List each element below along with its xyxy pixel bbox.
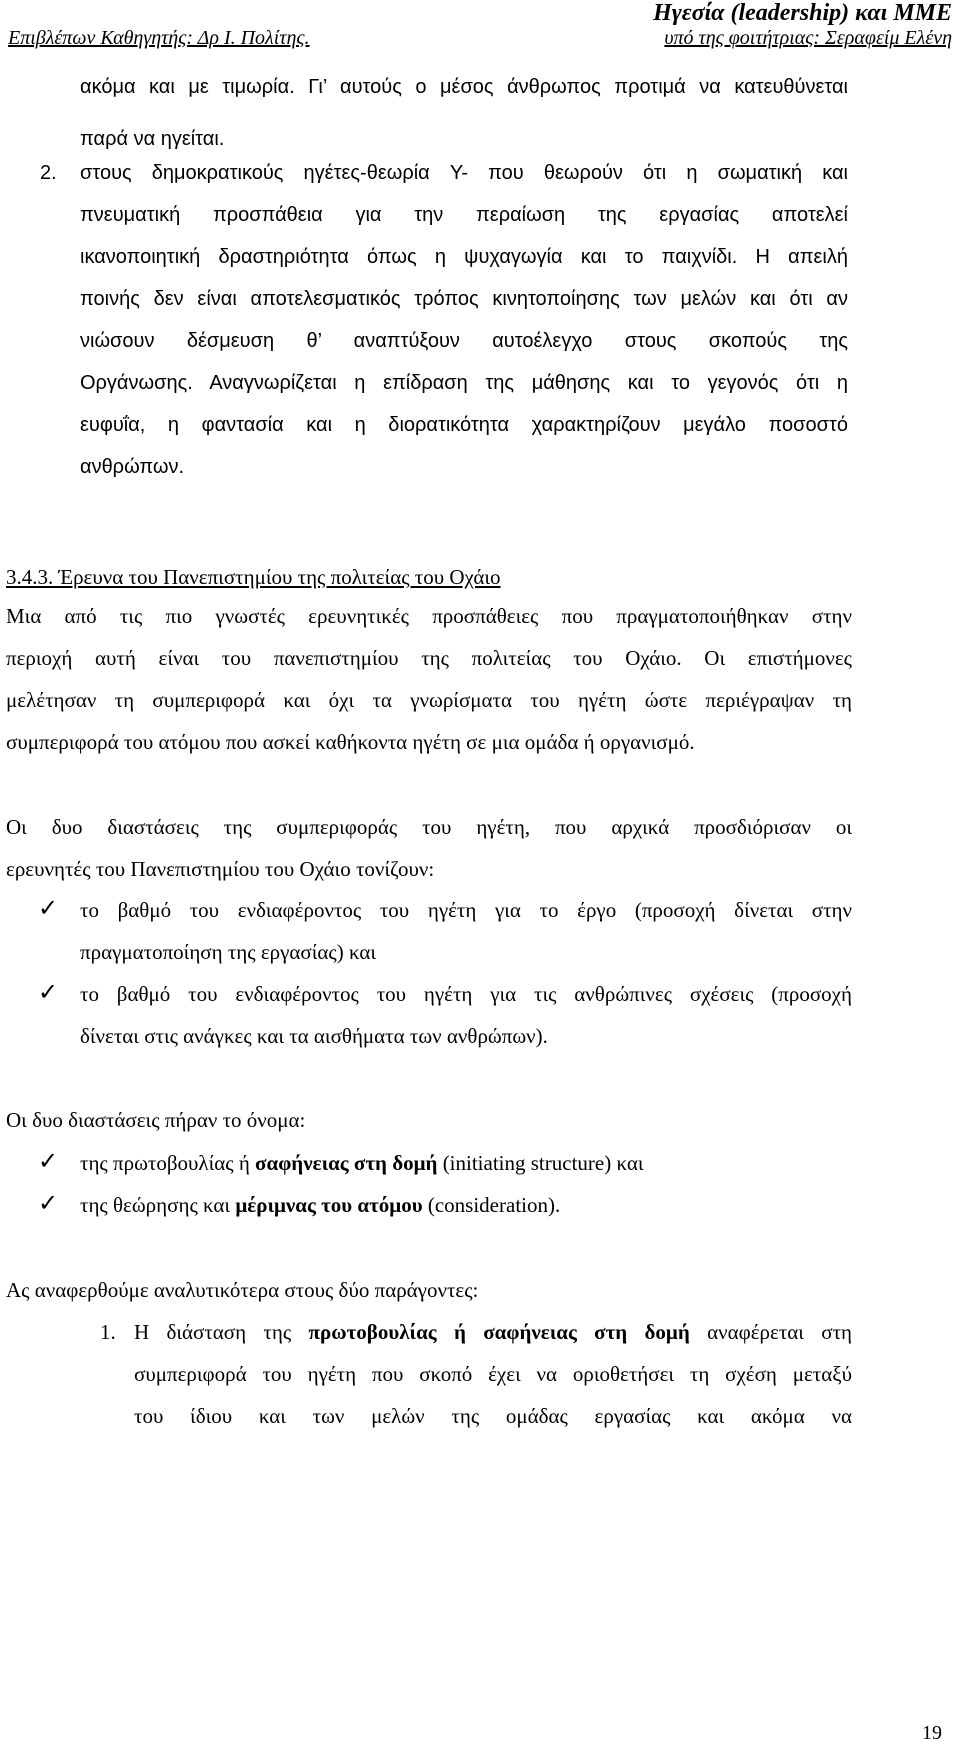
body-line: Μια από τις πιο γνωστές ερευνητικές προσπάθειες που πραγματοποιήθηκαν στην [6, 604, 852, 628]
body-line: ανθρώπων. [80, 456, 185, 478]
bullet-line: δίνεται στις ανάγκες και τα αισθήματα των ανθρώπων). [80, 1024, 548, 1048]
body-line: Οι δυο διαστάσεις πήραν το όνομα: [6, 1108, 306, 1132]
intro-line: παρά να ηγείται. [80, 128, 225, 150]
bullet-line: το βαθμό του ενδιαφέροντος του ηγέτη για τις ανθρώπινες σχέσεις (προσοχή [80, 982, 852, 1006]
bullet-line: της θεώρησης και μέριμνας του ατόμου (consideration). [80, 1193, 561, 1217]
factor-line: συμπεριφορά του ηγέτη που σκοπό έχει να οριοθετήσει τη σχέση μεταξύ [134, 1362, 852, 1386]
bullet-line: πραγματοποίηση της εργασίας) και [80, 940, 376, 964]
body-line: στους δημοκρατικούς ηγέτες-θεωρία Y- που θεωρούν ότι η σωματική και [80, 162, 848, 184]
factor-line: του ίδιου και των μελών της ομάδας εργασίας και ακόμα να [134, 1404, 852, 1428]
body-line: Οργάνωσης. Αναγνωρίζεται η επίδραση της μάθησης και το γεγονός ότι η [80, 372, 848, 394]
body-line: ευφυΐα, η φαντασία και η διορατικότητα χαρακτηρίζουν μεγάλο ποσοστό [80, 414, 848, 436]
header-title: Ηγεσία (leadership) και ΜΜΕ [653, 0, 952, 26]
list-number: 2. [40, 162, 57, 184]
body-line: περιοχή αυτή είναι του πανεπιστημίου της πολιτείας του Οχάιο. Οι επιστήμονες [6, 646, 852, 670]
checkmark-icon: ✓ [38, 978, 59, 1006]
header-student: υπό της φοιτήτριας: Σεραφείμ Ελένη [664, 27, 952, 49]
body-line: ερευνητές του Πανεπιστημίου του Οχάιο τονίζουν: [6, 857, 435, 881]
checkmark-icon: ✓ [38, 1147, 59, 1175]
factor-line: Η διάσταση της πρωτοβουλίας ή σαφήνειας στη δομή αναφέρεται στη [134, 1320, 852, 1344]
bullet-line: το βαθμό του ενδιαφέροντος του ηγέτη για το έργο (προσοχή δίνεται στην [80, 898, 852, 922]
body-line: ικανοποιητική δραστηριότητα όπως η ψυχαγωγία και το παιχνίδι. Η απειλή [80, 246, 848, 268]
body-line: Ας αναφερθούμε αναλυτικότερα στους δύο παράγοντες: [6, 1278, 479, 1302]
page-number: 19 [922, 1722, 942, 1744]
intro-line: ακόμα και με τιμωρία. Γι’ αυτούς ο μέσος άνθρωπος προτιμά να κατευθύνεται [80, 76, 848, 98]
header-supervisor: Επιβλέπων Καθηγητής: Δρ Ι. Πολίτης. [8, 27, 310, 49]
body-line: ποινής δεν είναι αποτελεσματικός τρόπος κινητοποίησης των μελών και ότι αν [80, 288, 848, 310]
checkmark-icon: ✓ [38, 1189, 59, 1217]
checkmark-icon: ✓ [38, 894, 59, 922]
body-line: νιώσουν δέσμευση θ’ αναπτύξουν αυτοέλεγχο στους σκοπούς της [80, 330, 848, 352]
body-line: Οι δυο διαστάσεις της συμπεριφοράς του ηγέτη, που αρχικά προσδιόρισαν οι [6, 815, 852, 839]
body-line: συμπεριφορά του ατόμου που ασκεί καθήκοντα ηγέτη σε μια ομάδα ή οργανισμό. [6, 730, 695, 754]
page-header [0, 0, 960, 52]
body-line: μελέτησαν τη συμπεριφορά και όχι τα γνωρίσματα του ηγέτη ώστε περιέγραψαν τη [6, 688, 852, 712]
body-line: πνευματική προσπάθεια για την περαίωση της εργασίας αποτελεί [80, 204, 848, 226]
section-heading: 3.4.3. Έρευνα του Πανεπιστημίου της πολιτείας του Οχάιο [6, 565, 501, 589]
bullet-line: της πρωτοβουλίας ή σαφήνειας στη δομή (initiating structure) και [80, 1151, 644, 1175]
list-number: 1. [100, 1320, 116, 1344]
